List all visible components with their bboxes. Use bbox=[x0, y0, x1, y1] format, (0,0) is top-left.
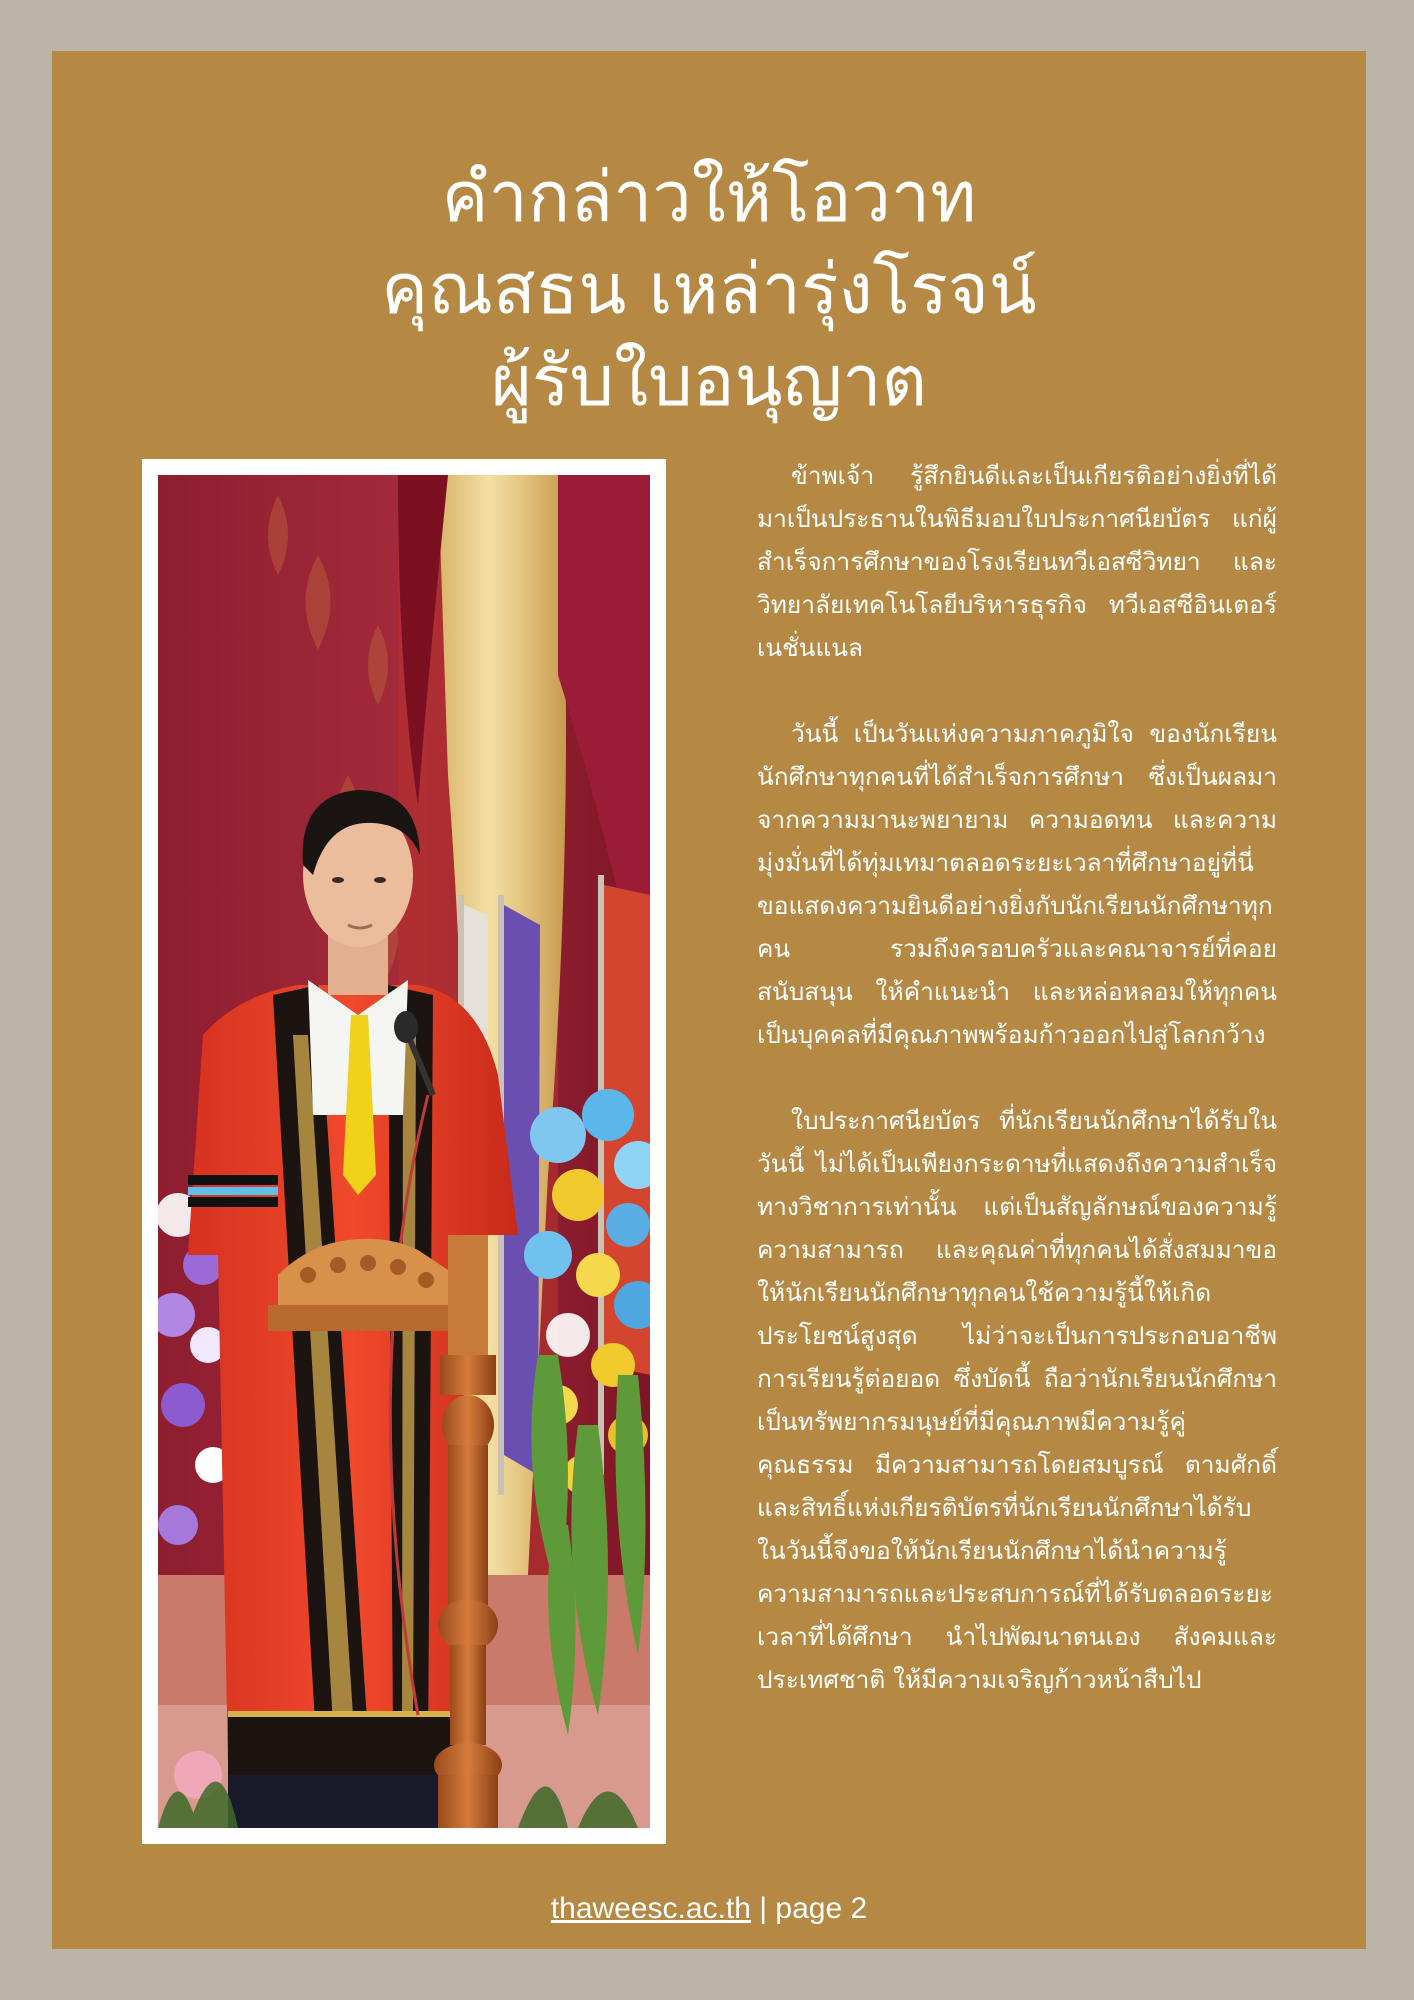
speech-body bbox=[757, 454, 1277, 1701]
title-line-1: คำกล่าวให้โอวาท bbox=[441, 156, 977, 238]
paragraph-1: ข้าพเจ้า รู้สึกยินดีและเป็นเกียรติอย่างยิ่งที่ได้มาเป็นประธานในพิธีมอบใบประกาศนียบัตร แก่ผู้สำเร็จการศึกษาของโรงเรียนทวีเอสซีวิทยา และ วิทยาลัยเทคโนโลยีบริหารธุรกิจ ทวีเอสซีอินเตอร์เนชั่นแนล bbox=[757, 461, 1277, 662]
page-number: page 2 bbox=[775, 1892, 868, 1925]
paragraph-3: ใบประกาศนียบัตร ที่นักเรียนนักศึกษาได้รับในวันนี้ ไม่ได้เป็นเพียงกระดาษที่แสดงถึงความสำเร็จทางวิชาการเท่านั้น แต่เป็นสัญลักษณ์ของความรู้ ความสามารถ และคุณค่าที่ทุกคนได้สั่งสมมาขอให้นักเรียนนักศึกษาทุกคนใช้ความรู้นี้ให้เกิดประโยชน์สูงสุด ไม่ว่าจะเป็นการประกอบอาชีพ การเรียนรู้ต่อยอด ซึ่งบัดนี้ ถือว่านักเรียนนักศึกษาเป็นทรัพยากรมนุษย์ที่มีคุณภาพมีความรู้คู่คุณธรรม มีความสามารถโดยสมบูรณ์ ตามศักดิ์และสิทธิ์แห่งเกียรติบัตรที่นักเรียนนักศึกษาได้รับในวันนี้จึงขอให้นักเรียนนักศึกษาได้นำความรู้ความสามารถและประสบการณ์ที่ได้รับตลอดระยะเวลาที่ได้ศึกษา นำไปพัฒนาตนเอง สังคมและประเทศชาติ ให้มีความเจริญก้าวหน้าสืบไป bbox=[757, 1106, 1277, 1694]
speaker-photo bbox=[158, 475, 650, 1828]
page-card bbox=[52, 51, 1366, 1949]
title-line-2: คุณสธน เหล่ารุ่งโรจน์ bbox=[381, 248, 1037, 330]
page-footer bbox=[52, 1889, 1366, 1929]
page-title bbox=[52, 151, 1366, 427]
paragraph-2: วันนี้ เป็นวันแห่งความภาคภูมิใจ ของนักเรียน นักศึกษาทุกคนที่ได้สำเร็จการศึกษา ซึ่งเป็นผลมาจากความมานะพยายาม ความอดทน และความมุ่งมั่นที่ได้ทุ่มเทมาตลอดระยะเวลาที่ศึกษาอยู่ที่นี่ ขอแสดงความยินดีอย่างยิ่งกับนักเรียนนักศึกษาทุกคน รวมถึงครอบครัวและคณาจารย์ที่คอยสนับสนุน ให้คำแนะนำ และหล่อหลอมให้ทุกคนเป็นบุคคลที่มีคุณภาพพร้อมก้าวออกไปสู่โลกกว้าง bbox=[757, 719, 1277, 1049]
title-line-3: ผู้รับใบอนุญาต bbox=[491, 340, 927, 422]
photo-frame bbox=[142, 459, 666, 1844]
website-link[interactable]: thaweesc.ac.th bbox=[550, 1892, 751, 1925]
footer-separator: | bbox=[750, 1892, 776, 1925]
